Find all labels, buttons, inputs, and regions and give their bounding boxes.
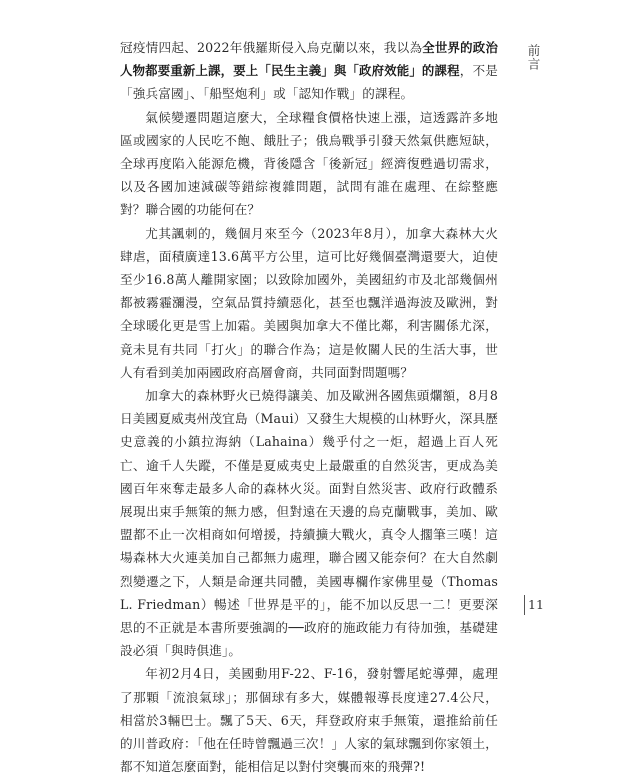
paragraph-4: 加拿大的森林野火已燒得讓美、加及歐洲各國焦頭爛額，8月8日美國夏威夷州茂宜島（Maui）又發生大規模的山林野火，深具歷史意義的小鎮拉海納（Lahaina）幾乎付之一炬，超過上百人死亡、逾千人失蹤，不僅是夏威夷史上最嚴重的自然災害，更成為美國百年來奪走最多人命的森林火災。面對自然災害、政府行政體系展現出束手無策的無力感，但對遠在天邊的烏克蘭戰事，美加、歐盟都不止一次相商如何增援，持續擴大戰火，真令人擱筆三嘆！這場森林大火連美加自己都無力處理，聯合國又能奈何？在大自然劇烈變遷之下，人類是命運共同體，美國專欄作家佛里曼（Thomas L. Friedman）暢述「世界是平的」，能不加以反思一二！更要深思的不正就是本書所要強調的──政府的施政能力有待加強，基礎建設必須「與時俱進」。	[120, 388, 498, 659]
body-text	[120, 36, 498, 779]
chapter-side-label: 前言	[526, 44, 541, 71]
paragraph-1	[120, 36, 498, 106]
paragraph-5: 年初2月4日，美國動用F-22、F-16，發射響尾蛇導彈，處理了那顆「流浪氣球」；那個球有多大，媒體報導長度達27.4公尺，相當於3輛巴士。飄了5天、6天，拜登政府束手無策，還推給前任的川普政府：「他在任時曾飄過三次！」人家的氣球飄到你家領土，都不知道怎麼面對，能相信足以對付突襲而來的飛彈?!	[120, 666, 498, 775]
paragraph-2: 氣候變遷問題這麼大，全球糧食價格快速上漲，這透露許多地區或國家的人民吃不飽、餓肚子；俄烏戰爭引發天然氣供應短缺，全球再度陷入能源危機，背後隱含「後新冠」經濟復甦過切需求，以及各國加速減碳等錯綜複雜問題，試問有誰在處理、在綜整應對？聯合國的功能何在？	[120, 109, 498, 218]
page-number: 11	[528, 597, 544, 612]
paragraph-1-emphasis: 全世界的政治人物都要重新上課，要上「民生主義」與「政府效能」的課程	[120, 40, 498, 79]
page-number-rule	[524, 595, 525, 615]
paragraph-1-text-end: ，不是「強兵富國」、「船堅炮利」或「認知作戰」的課程。	[120, 63, 498, 102]
paragraph-1-text-start: 冠疫情四起、2022年俄羅斯侵入烏克蘭以來，我以為	[120, 40, 423, 55]
paragraph-3: 尤其諷刺的，幾個月來至今（2023年8月），加拿大森林大火肆虐，面積廣達13.6萬平方公里，這可比好幾個臺灣還要大，迫使至少16.8萬人離開家園；以致除加國外，美國紐約市及北部幾個州都被霧霾瀰漫，空氣品質持續惡化，甚至也飄洋過海波及歐洲，對全球暖化更是雪上加霜。美國與加拿大不僅比鄰，利害關係尤深，竟未見有共同「打火」的聯合作為；這是攸關人民的生活大事，世人有看到美加兩國政府高層會商，共同面對問題嗎？	[120, 225, 498, 380]
